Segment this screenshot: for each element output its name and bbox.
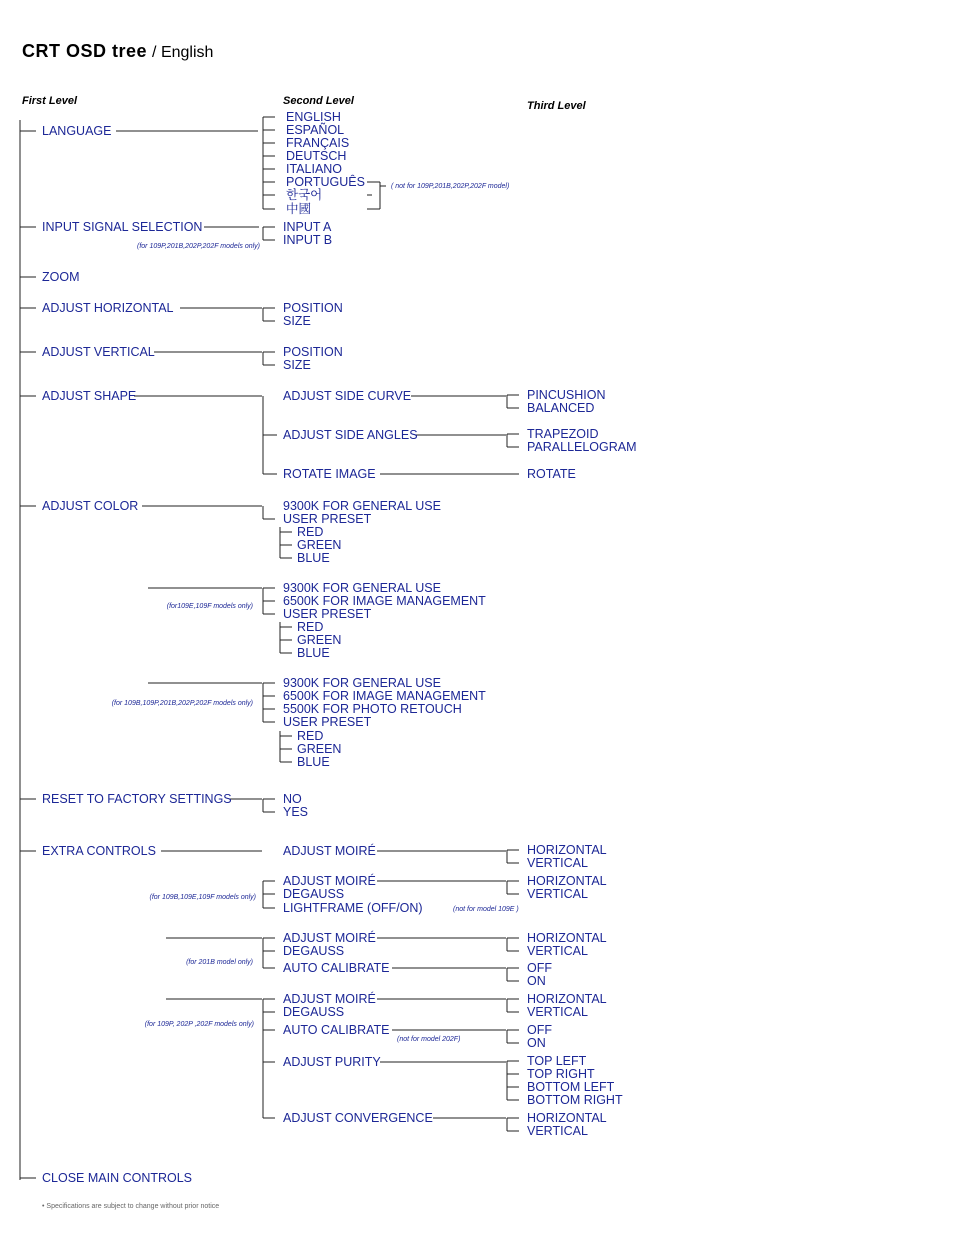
item-horizontal: HORIZONTAL: [527, 930, 607, 945]
header-third-level: Third Level: [527, 99, 586, 112]
item-user-preset: USER PRESET: [283, 714, 372, 729]
note-input-models: (for 109P,201B,202P,202F models only): [137, 242, 260, 250]
header-second-level: Second Level: [283, 94, 354, 107]
item-top-right: TOP RIGHT: [527, 1066, 595, 1081]
item-size: SIZE: [283, 357, 311, 372]
note-extra-b-models: (for 109B,109E,109F models only): [149, 893, 256, 901]
item-9300k-for-general-use: 9300K FOR GENERAL USE: [283, 580, 441, 595]
item-vertical: VERTICAL: [527, 855, 588, 870]
item-off: OFF: [527, 1022, 552, 1037]
item-blue: BLUE: [297, 754, 330, 769]
first-level-adjust-horizontal: ADJUST HORIZONTAL: [42, 300, 174, 315]
item-bottom-right: BOTTOM RIGHT: [527, 1092, 623, 1107]
item-user-preset: USER PRESET: [283, 606, 372, 621]
note-extra-d-models: (for 109P, 202P ,202F models only): [144, 1020, 254, 1028]
item-yes: YES: [283, 804, 309, 819]
item-green: GREEN: [297, 741, 342, 756]
item-degauss: DEGAUSS: [283, 943, 345, 958]
language-italiano: ITALIANO: [286, 161, 343, 176]
first-level-extra-controls: EXTRA CONTROLS: [42, 843, 156, 858]
note-calibrate-models: (not for model 202F): [397, 1035, 461, 1043]
note-lightframe-models: (not for model 109E ): [453, 905, 519, 913]
item-vertical: VERTICAL: [527, 943, 588, 958]
item-horizontal: HORIZONTAL: [527, 991, 607, 1006]
item-balanced: BALANCED: [527, 400, 595, 415]
item-top-left: TOP LEFT: [527, 1053, 587, 1068]
item-horizontal: HORIZONTAL: [527, 873, 607, 888]
item-green: GREEN: [297, 537, 342, 552]
language-korean: 한국어: [286, 187, 323, 202]
language-deutsch: DEUTSCH: [286, 148, 347, 163]
item-red: RED: [297, 619, 324, 634]
item-blue: BLUE: [297, 645, 330, 660]
item-position: POSITION: [283, 300, 343, 315]
item-adjust-side-curve: ADJUST SIDE CURVE: [283, 388, 412, 403]
item-5500k-for-photo-retouch: 5500K FOR PHOTO RETOUCH: [283, 701, 462, 716]
item-auto-calibrate: AUTO CALIBRATE: [283, 1022, 390, 1037]
item-on: ON: [527, 1035, 546, 1050]
item-vertical: VERTICAL: [527, 1004, 588, 1019]
language-franc-ais: FRANÇAIS: [286, 135, 350, 150]
item-red: RED: [297, 524, 324, 539]
item-adjust-purity: ADJUST PURITY: [283, 1054, 381, 1069]
item-9300k-for-general-use: 9300K FOR GENERAL USE: [283, 675, 441, 690]
item-degauss: DEGAUSS: [283, 886, 345, 901]
first-level-adjust-shape: ADJUST SHAPE: [42, 388, 137, 403]
first-level-close-main-controls: CLOSE MAIN CONTROLS: [42, 1170, 193, 1185]
item-user-preset: USER PRESET: [283, 511, 372, 526]
first-level-reset-to-factory-settings: RESET TO FACTORY SETTINGS: [42, 791, 232, 806]
first-level-zoom: ZOOM: [42, 269, 80, 284]
first-level-adjust-vertical: ADJUST VERTICAL: [42, 344, 155, 359]
note-extra-c-models: (for 201B model only): [186, 958, 253, 966]
note-color-b-models: (for109E,109F models only): [166, 602, 253, 610]
item-6500k-for-image-management: 6500K FOR IMAGE MANAGEMENT: [283, 688, 486, 703]
item-adjust-moire: ADJUST MOIRÉ: [283, 930, 376, 945]
item-on: ON: [527, 973, 546, 988]
item-9300k-for-general-use: 9300K FOR GENERAL USE: [283, 498, 441, 513]
item-adjust-moire: ADJUST MOIRÉ: [283, 873, 376, 888]
item-adjust-moire: ADJUST MOIRÉ: [283, 991, 376, 1006]
item-auto-calibrate: AUTO CALIBRATE: [283, 960, 390, 975]
item-parallelogram: PARALLELOGRAM: [527, 439, 637, 454]
first-level-input-signal-selection: INPUT SIGNAL SELECTION: [42, 219, 203, 234]
item-lightframe-off-on: LIGHTFRAME (OFF/ON): [283, 900, 423, 915]
item-6500k-for-image-management: 6500K FOR IMAGE MANAGEMENT: [283, 593, 486, 608]
item-adjust-moire: ADJUST MOIRÉ: [283, 843, 376, 858]
item-input-a: INPUT A: [283, 219, 332, 234]
header-first-level: First Level: [22, 94, 78, 107]
note-language-models: ( not for 109P,201B,202P,202F model): [391, 182, 510, 190]
item-bottom-left: BOTTOM LEFT: [527, 1079, 615, 1094]
footer-note: • Specifications are subject to change without prior notice: [42, 1202, 220, 1210]
page-title-sub: / English: [152, 44, 214, 61]
item-rotate: ROTATE: [527, 466, 576, 481]
item-vertical: VERTICAL: [527, 1123, 588, 1138]
first-level-adjust-color: ADJUST COLOR: [42, 498, 139, 513]
item-size: SIZE: [283, 313, 311, 328]
item-vertical: VERTICAL: [527, 886, 588, 901]
language-espan-ol: ESPAÑOL: [286, 122, 345, 137]
item-pincushion: PINCUSHION: [527, 387, 606, 402]
first-level-language: LANGUAGE: [42, 123, 112, 138]
item-off: OFF: [527, 960, 552, 975]
item-rotate-image: ROTATE IMAGE: [283, 466, 376, 481]
item-adjust-convergence: ADJUST CONVERGENCE: [283, 1110, 433, 1125]
item-position: POSITION: [283, 344, 343, 359]
item-horizontal: HORIZONTAL: [527, 1110, 607, 1125]
item-blue: BLUE: [297, 550, 330, 565]
item-adjust-side-angles: ADJUST SIDE ANGLES: [283, 427, 418, 442]
language-english: ENGLISH: [286, 109, 341, 124]
item-input-b: INPUT B: [283, 232, 333, 247]
item-horizontal: HORIZONTAL: [527, 842, 607, 857]
item-green: GREEN: [297, 632, 342, 647]
item-red: RED: [297, 728, 324, 743]
item-degauss: DEGAUSS: [283, 1004, 345, 1019]
language-portugue-s: PORTUGUÊS: [286, 174, 365, 189]
page-title-main: CRT OSD tree: [22, 41, 148, 61]
note-color-c-models: (for 109B,109P,201B,202P,202F models only): [111, 699, 253, 707]
language-chinese: 中國: [286, 201, 312, 216]
item-no: NO: [283, 791, 302, 806]
item-trapezoid: TRAPEZOID: [527, 426, 599, 441]
